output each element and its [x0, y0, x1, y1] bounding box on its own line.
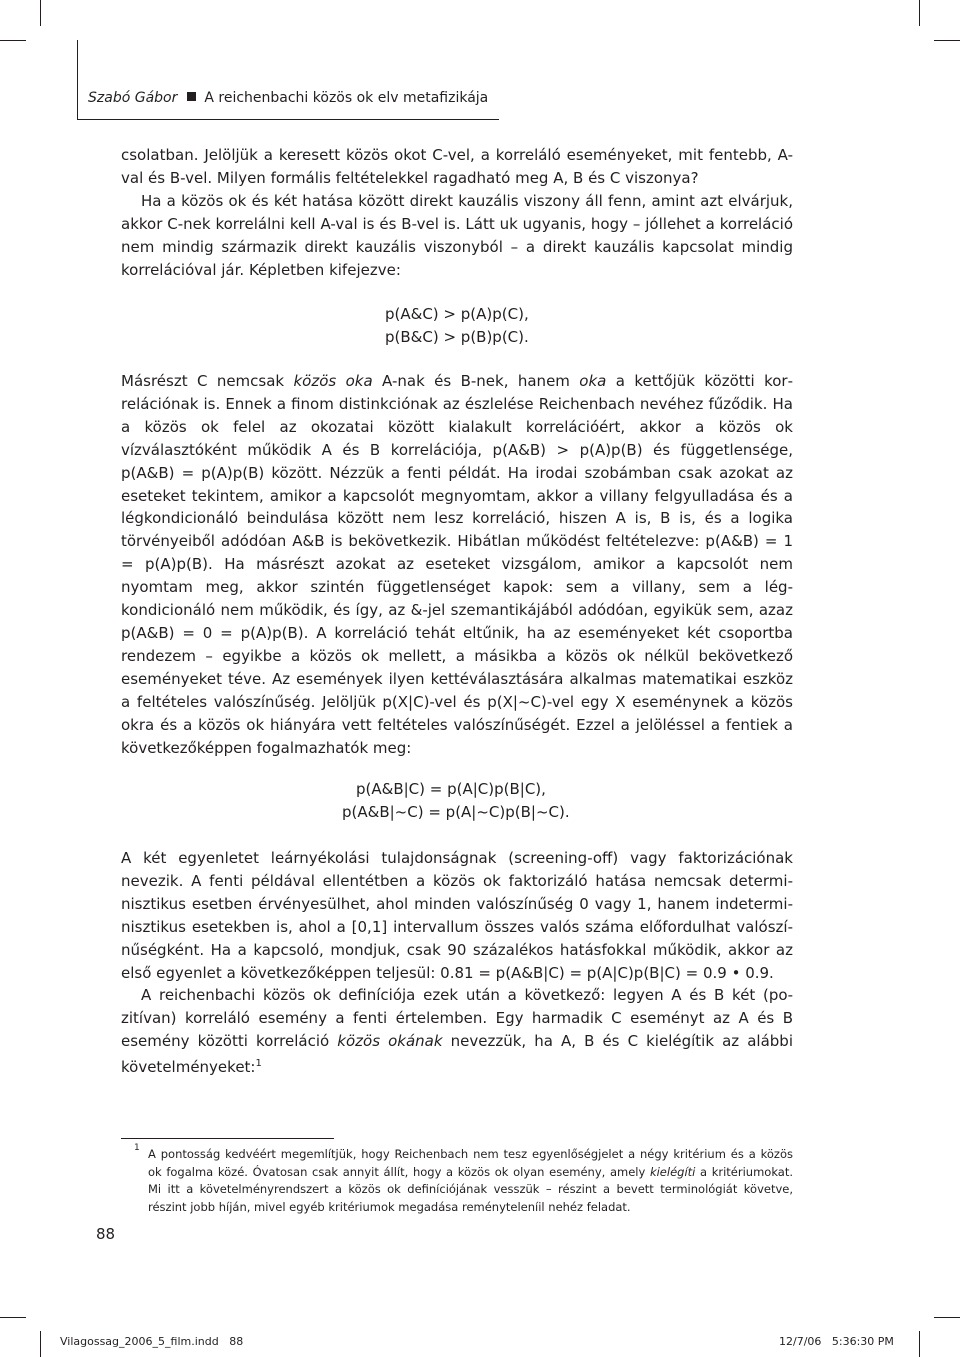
paragraph: csolatban. Jelöljük a keresett közös okot C-vel, a korreláló eseményeket, mit fentebb, A-val és B-vel. Milyen formális feltételekkel ragadható meg A, B és C viszonya?	[121, 146, 793, 187]
crop-mark	[919, 0, 920, 26]
footnote-mark: 1	[134, 1143, 140, 1153]
header-rule-vertical	[77, 40, 78, 120]
paragraph: Másrészt C nemcsak közös oka A-nak és B-nek, hanem oka a kettőjük közötti korrelációnak is. Ennek a finom distinkciónak az észlelése Reichenbach nevéhez fűződik. Ha a közös ok felel az okozatai között kialakult korrelációért, akkor a közös ok vízválasztóként működik A és B korrelációja, p(A&B) > p(A)p(B) és függetlensége, p(A&B) = p(A)p(B) között. Nézzük a fenti példát. Ha irodai szobámban csak azokat az eseteket tekintem, amikor a kapcsolót megnyomtam, akkor a villany felgyulladása és a légkondicionáló beindulása között nem lesz korreláció, hiszen A is, B is, és a logika törvényeiből adódóan A&B is bekövetkezik. Hibátlan működést feltételezve: p(A&B) = 1 = p(A)p(B). Ha másrészt azokat az eseteket vizsgálom, amikor a kapcsolót nem nyomtam meg, akkor szintén függetlenséget kapok: sem a villany, sem a légkondicionáló nem működik, és így, az &-jel szemantikájából adódóan, egyikük sem, azaz p(A&B) = 0 = p(A)p(B). A korreláció tehát eltűnik, ha az eseményeket két csoportba rendezem – egyikbe a közös ok mellett, a másikba a közös ok nélkül bekövetkező eseményeket téve. Az események ilyen kettéválasztására alkalmas matematikai eszköz a feltételes valószínűség. Jelöljük p(X|C)-vel és p(X|~C)-vel egy X eseménynek a közös okra és a közös ok hiányára vett feltételes valószínűségét. Ezzel a jelöléssel a fentiek a következőképpen fogalmazhatók meg:	[121, 372, 793, 757]
formula-block	[385, 303, 529, 349]
emphasis: oka	[579, 372, 607, 390]
emphasis: közös oka	[293, 372, 373, 390]
page-number: 88	[96, 1225, 116, 1243]
slug-datetime: 12/7/06 5:36:30 PM	[779, 1335, 894, 1348]
paragraph: A két egyenletet leárnyékolási tulajdonságnak (screening-off) vagy faktorizációnak nevezik. A fenti példával ellentétben a közös ok faktorizáló hatása nemcsak determinisztikus esetben érvényesülhet, ahol minden valószínűség 0 vagy 1, hanem indeterminisztikus esetekben is, ahol a [0,1] intervallum összes valós száma előfordulhat valószínűségként. Ha a kapcsoló, mondjuk, csak 90 százalékos hatásfokkal működik, akkor az első egyenlet a következőképpen teljesül: 0.81 = p(A&B|C) = p(A|C)p(B|C) = 0.9 • 0.9.	[121, 849, 793, 982]
formula-line: p(A&B|~C) = p(A|~C)p(B|~C).	[342, 802, 570, 821]
body-text	[121, 370, 793, 759]
body-text	[121, 847, 793, 1079]
crop-mark	[934, 1317, 960, 1318]
header-rule-horizontal	[77, 119, 499, 120]
body-text	[121, 144, 793, 281]
formula-line: p(A&C) > p(A)p(C),	[385, 305, 529, 323]
crop-mark	[934, 40, 960, 41]
crop-mark	[40, 1331, 41, 1357]
square-bullet-icon	[187, 92, 196, 101]
crop-mark	[919, 1331, 920, 1357]
footnote: A pontosság kedvéért megemlítjük, hogy Reichenbach nem tesz egyenlőségjelet a négy kritérium és a közös ok fogalma közé. Óvatosan csak annyit állít, hogy a közös ok olyan esemény, amely kielégíti a kritériumokat. Mi itt a követelményrendszert a közös ok definíciójának vesszük – részint a bevett terminológiát követve, részint jobb híján, mivel egyéb kritériumok megadása reményteleníil nehéz feladat.	[148, 1147, 793, 1214]
crop-mark	[40, 0, 41, 26]
slug-file: Vilagossag_2006_5_film.indd 88	[60, 1335, 244, 1348]
paragraph: Ha a közös ok és két hatása között direkt kauzális viszony áll fenn, amint azt elvárjuk, akkor C-nek korrelálni kell A-val is és B-vel is. Látt uk ugyanis, hogy – jóllehet a korreláció nem mindig származik direkt kauzális viszonyból – a direkt kauzális kapcsolat mindig korrelációval jár. Képletben kifejezve:	[121, 191, 793, 279]
paragraph: A reichenbachi közös ok definíciója ezek után a következő: legyen A és B két (pozitívan) korreláló esemény a fenti értelemben. Egy harmadik C eseményt az A és B esemény közötti korreláció közös okának nevezzük, ha A, B és C kielégítik az alábbi követelményeket:$^1$	[121, 986, 793, 1077]
footnote-reference: 1	[255, 1058, 262, 1070]
crop-mark	[0, 1317, 26, 1318]
header-author: Szabó Gábor	[88, 90, 178, 106]
crop-mark	[0, 40, 26, 41]
emphasis: közös okának	[337, 1032, 443, 1051]
emphasis: kielégíti	[649, 1164, 696, 1179]
formula-line: p(B&C) > p(B)p(C).	[385, 327, 529, 346]
formula-block	[342, 778, 570, 824]
formula-line: p(A&B|C) = p(A|C)p(B|C),	[356, 780, 546, 798]
running-header	[88, 90, 488, 106]
header-title: A reichenbachi közös ok elv metafizikája	[204, 90, 489, 106]
footnote-rule	[121, 1138, 334, 1139]
